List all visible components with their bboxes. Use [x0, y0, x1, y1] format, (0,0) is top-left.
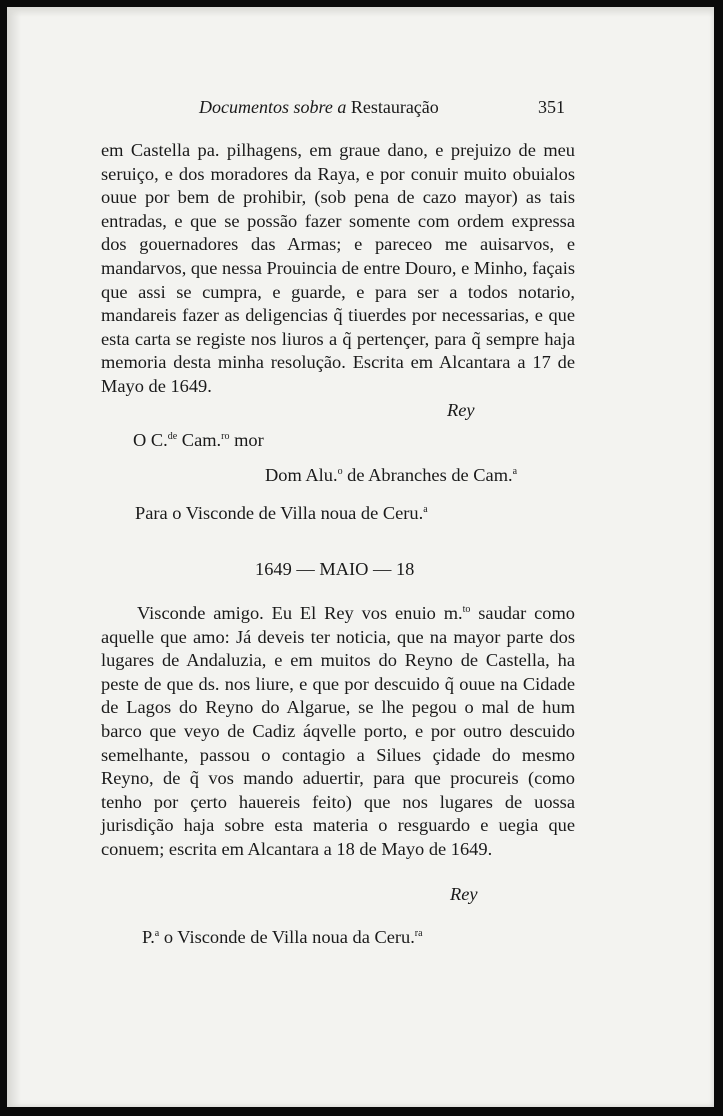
letter-1-signature: Rey [447, 400, 475, 420]
running-header [7, 97, 714, 119]
letter-1-body [101, 139, 575, 399]
page-top-shadow [7, 7, 714, 17]
letter-2-address: P.$^a$ o Visconde de Villa noua da Ceru.$^{ra}$ [142, 927, 423, 947]
letter-1-countersign: O C.$^{de}$ Cam.$^{ro}$ mor [133, 430, 264, 450]
letter-1-secretary: Dom Alu.$^o$ de Abranches de Cam.$^a$ [265, 465, 518, 485]
letter-2-signature: Rey [450, 884, 478, 904]
letter-2-body [101, 602, 575, 862]
book-page [7, 7, 714, 1107]
letter-1-paragraph: em Castella pa. pilhagens, em graue dano, e prejuizo de meu seruiço, e dos moradores da Raya, e por conuir muito obuialos ouue por bem de prohibir, (sob pena de cazo mayor) as tais entradas, e que se possão fazer somente com ordem expressa dos gouernadores das Armas; e pareceo me auisarvos, e mandarvos, que nessa Prouincia de entre Douro, e Minho, façais que assi se cumpra, e guarde, e para ser a todos notario, mandareis fazer as deligencias q̃ tiuerdes por necessarias, e que esta carta se registe nos liuros a q̃ pertençer, para q̃ sempre haja memoria desta minha resolução. Escrita em Alcantara a 17 de Mayo de 1649. [101, 140, 575, 396]
letter-2-date-heading: 1649 — MAIO — 18 [255, 559, 415, 579]
letter-2-paragraph: Visconde amigo. Eu El Rey vos enuio m.$^{to}$ saudar como aquelle que amo: Já deveis ter noticia, que na mayor parte dos lugares de Andaluzia, e em muitos do Reyno de Castella, ha peste de que ds. nos liure, e que por descuido q̃ ouue na Cidade de Lagos do Reyno do Algarue, se lhe pegou o mal de hum barco que veyo de Cadiz áqvelle porto, e por outro descuido semelhante, passou o contagio a Silues çidade do mesmo Reyno, de q̃ vos mando aduertir, para que procureis (como tenho por çerto hauereis feito) que nos lugares de uossa jurisdição haja sobre esta materia o resguardo e uegia que conuem; escrita em Alcantara a 18 de Mayo de 1649. [101, 603, 575, 859]
letter-1-address: Para o Visconde de Villa noua de Ceru.$^a$ [135, 503, 428, 523]
page-number: 351 [538, 97, 565, 117]
running-title: Documentos sobre a Restauração [199, 97, 439, 117]
page-edge-shadow [7, 7, 21, 1107]
